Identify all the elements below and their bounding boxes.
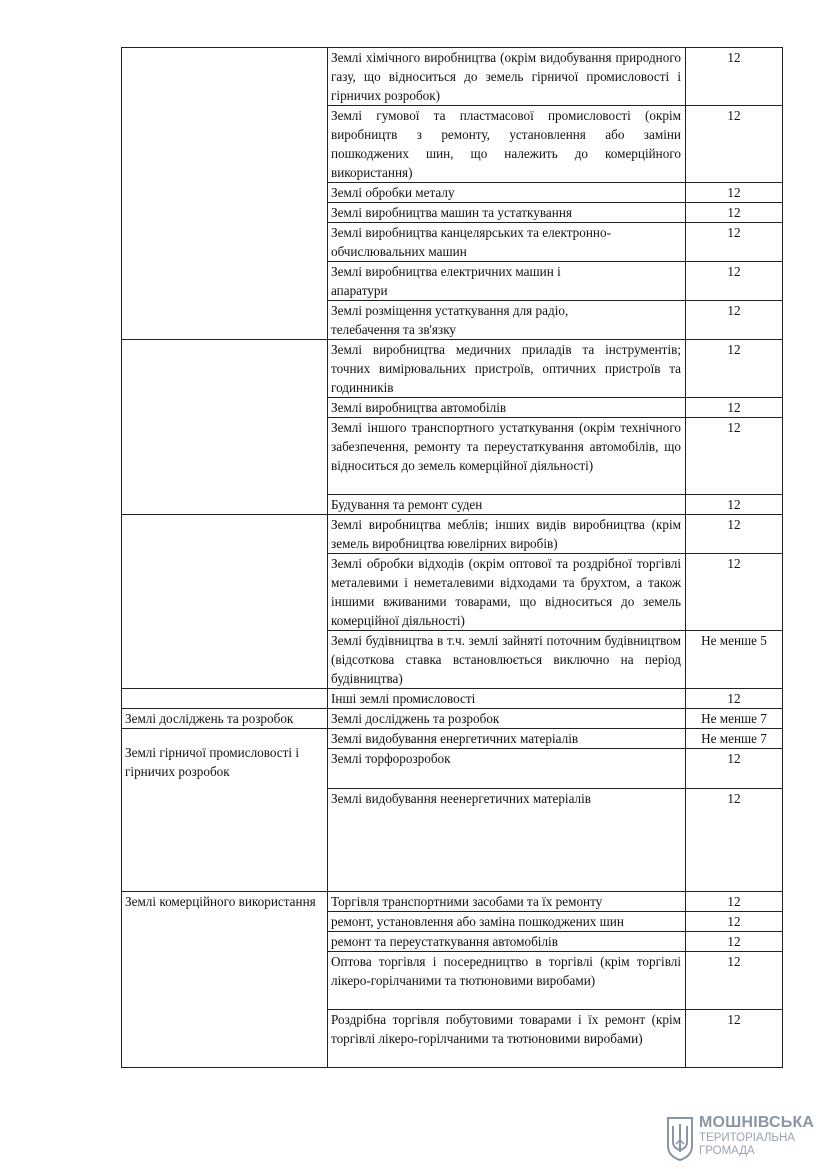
description-cell: Землі видобування енергетичних матеріалів (328, 729, 686, 749)
rate-cell: 12 (686, 203, 783, 223)
description-cell: Землі обробки відходів (окрім оптової та роздрібної торгівлі металевими і неметалевими відходами та брухтом, а також іншими вживаними товарами, що відноситься до земель комерційної діяльності) (328, 554, 686, 631)
rate-cell: Не менше 7 (686, 709, 783, 729)
rate-cell: 12 (686, 749, 783, 789)
document-page (121, 47, 783, 1068)
rate-cell: 12 (686, 183, 783, 203)
description-cell: Землі видобування неенергетичних матеріалів (328, 789, 686, 892)
rate-cell: 12 (686, 689, 783, 709)
category-cell: Землі гірничої промисловості і гірничих розробок (122, 729, 328, 892)
description-cell: Землі виробництва електричних машин і апаратури (328, 262, 686, 301)
rate-cell: 12 (686, 554, 783, 631)
category-cell (122, 689, 328, 709)
rate-cell: 12 (686, 789, 783, 892)
description-cell: Торгівля транспортними засобами та їх ремонту (328, 892, 686, 912)
community-logo (665, 1114, 815, 1164)
description-cell: Землі торфорозробок (328, 749, 686, 789)
table-row (122, 689, 783, 709)
rate-cell: 12 (686, 262, 783, 301)
rate-cell: 12 (686, 912, 783, 932)
category-cell (122, 48, 328, 340)
description-cell: Землі обробки металу (328, 183, 686, 203)
trident-icon (665, 1116, 695, 1162)
rate-cell: 12 (686, 301, 783, 340)
table-row (122, 709, 783, 729)
table-row (122, 340, 783, 398)
rate-cell: 12 (686, 892, 783, 912)
description-cell: Землі виробництва медичних приладів та інструментів; точних вимірювальних пристроїв, оптичних пристроїв та годинників (328, 340, 686, 398)
description-cell: Землі будівництва в т.ч. землі зайняті поточним будівництвом (відсоткова ставка встановлюється виключно на період будівництва) (328, 631, 686, 689)
rate-cell: 12 (686, 515, 783, 554)
rate-cell: 12 (686, 48, 783, 106)
description-cell: Землі виробництва автомобілів (328, 398, 686, 418)
description-cell: Землі виробництва канцелярських та електронно-обчислювальних машин (328, 223, 686, 262)
category-cell (122, 515, 328, 689)
table-row (122, 892, 783, 912)
rate-cell: Не менше 7 (686, 729, 783, 749)
table-row (122, 515, 783, 554)
description-cell: Землі хімічного виробництва (окрім видобування природного газу, що відноситься до земель гірничої промисловості і гірничих розробок) (328, 48, 686, 106)
description-cell: Землі іншого транспортного устаткування (окрім технічного забезпечення, ремонту та переустаткування автомобілів, що відноситься до земель комерційної діяльності) (328, 418, 686, 495)
category-cell: Землі досліджень та розробок (122, 709, 328, 729)
category-cell (122, 340, 328, 515)
rate-cell: 12 (686, 398, 783, 418)
rate-cell: 12 (686, 223, 783, 262)
category-cell: Землі комерційного використання (122, 892, 328, 1068)
logo-subtitle: ТЕРИТОРІАЛЬНА ГРОМАДА (699, 1132, 795, 1157)
table-row (122, 48, 783, 106)
land-rates-table (121, 47, 783, 1068)
rate-cell: 12 (686, 1010, 783, 1068)
description-cell: Землі досліджень та розробок (328, 709, 686, 729)
rate-cell: 12 (686, 952, 783, 1010)
description-cell: Інші землі промисловості (328, 689, 686, 709)
rate-cell: Не менше 5 (686, 631, 783, 689)
rate-cell: 12 (686, 106, 783, 183)
rate-cell: 12 (686, 932, 783, 952)
description-cell: Землі виробництва машин та устаткування (328, 203, 686, 223)
description-cell: Землі виробництва меблів; інших видів виробництва (крім земель виробництва ювелірних виробів) (328, 515, 686, 554)
rate-cell: 12 (686, 340, 783, 398)
table-row (122, 729, 783, 749)
rate-cell: 12 (686, 418, 783, 495)
rate-cell: 12 (686, 495, 783, 515)
description-cell: ремонт та переустаткування автомобілів (328, 932, 686, 952)
description-cell: Землі гумової та пластмасової промисловості (окрім виробництв з ремонту, установлення або заміни пошкоджених шин, що належить до комерційного використання) (328, 106, 686, 183)
description-cell: Роздрібна торгівля побутовими товарами і їх ремонт (крім торгівлі лікеро-горілчаними та тютюновими виробами) (328, 1010, 686, 1068)
description-cell: Будування та ремонт суден (328, 495, 686, 515)
description-cell: Оптова торгівля і посередництво в торгівлі (крім торгівлі лікеро-горілчаними та тютюновими виробами) (328, 952, 686, 1010)
logo-title: МОШНІВСЬКА (699, 1114, 815, 1131)
description-cell: Землі розміщення устаткування для радіо, телебачення та зв'язку (328, 301, 686, 340)
description-cell: ремонт, установлення або заміна пошкоджених шин (328, 912, 686, 932)
